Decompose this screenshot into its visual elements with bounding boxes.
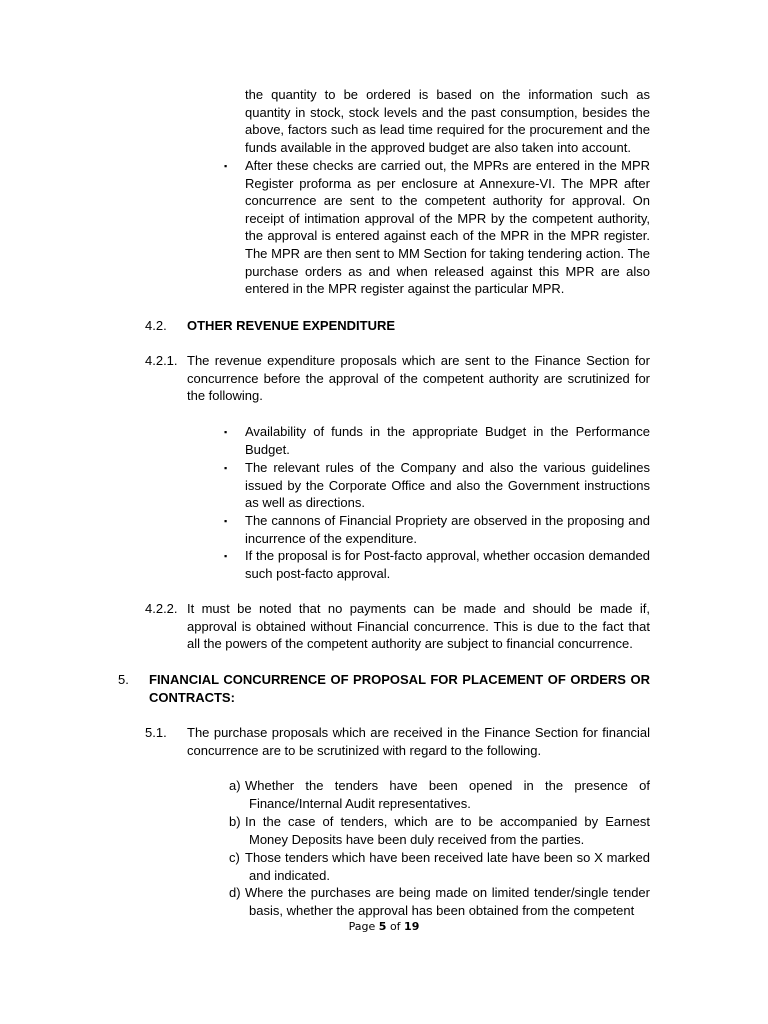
bullet-marker: ▪	[224, 161, 228, 171]
page-word: Page	[348, 920, 376, 933]
mpr-register-bullet: After these checks are carried out, the MPRs are entered in the MPR Register proforma as per enclosure at Annexure-VI. The MPR after concurrence are sent to the competent authority for approval. On receipt of intimation approval of the MPR by the competent authority, the approval is entered against each of the MPR in the MPR register. The MPR are then sent to MM Section for taking tendering action. The purchase orders as and when released against this MPR are also entered in the MPR register against the particular MPR.	[245, 158, 650, 297]
list-item: Where the purchases are being made on limited tender/single tender basis, whether the approval has been obtained from the competent	[245, 885, 650, 918]
page-current: 5	[378, 920, 387, 933]
bullet-marker: ▪	[224, 427, 228, 437]
page-footer	[0, 918, 768, 936]
item-label: b)	[229, 814, 241, 829]
list-item: Those tenders which have been received late have been so X marked and indicated.	[245, 850, 650, 883]
continuation-paragraph: the quantity to be ordered is based on the information such as quantity in stock, stock levels and the past consumption, besides the above, factors such as lead time required for the procurement and the funds available in the approved budget are also taken into account.	[245, 87, 650, 155]
section-paragraph: It must be noted that no payments can be made and should be made if, approval is obtained without Financial concurrence. This is due to the fact that all the powers of the competent authority are subject to financial concurrence.	[187, 601, 650, 652]
section-paragraph: The revenue expenditure proposals which are sent to the Finance Section for concurrence before the approval of the competent authority are scrutinized for the following.	[187, 353, 650, 404]
item-label: c)	[229, 850, 240, 865]
section-number: 4.2.1.	[145, 353, 178, 368]
list-item: If the proposal is for Post-facto approval, whether occasion demanded such post-facto approval.	[245, 548, 650, 581]
section-heading: FINANCIAL CONCURRENCE OF PROPOSAL FOR PLACEMENT OF ORDERS OR CONTRACTS:	[149, 672, 650, 705]
list-item: Whether the tenders have been opened in the presence of Finance/Internal Audit representatives.	[245, 778, 650, 811]
bullet-marker: ▪	[224, 551, 228, 561]
section-number: 5.	[118, 672, 129, 687]
bullet-marker: ▪	[224, 463, 228, 473]
section-heading: OTHER REVENUE EXPENDITURE	[187, 318, 396, 333]
section-number: 4.2.2.	[145, 601, 178, 616]
bullet-marker: ▪	[224, 516, 228, 526]
item-label: a)	[229, 778, 241, 793]
section-paragraph: The purchase proposals which are received in the Finance Section for financial concurrence are to be scrutinized with regard to the following.	[187, 725, 650, 758]
list-item: The cannons of Financial Propriety are observed in the proposing and incurrence of the expenditure.	[245, 513, 650, 546]
list-item: The relevant rules of the Company and also the various guidelines issued by the Corporate Office and also the Government instructions as well as directions.	[245, 460, 650, 511]
list-item: Availability of funds in the appropriate Budget in the Performance Budget.	[245, 424, 650, 457]
section-number: 5.1.	[145, 725, 167, 740]
section-number: 4.2.	[145, 318, 167, 333]
list-item: In the case of tenders, which are to be accompanied by Earnest Money Deposits have been duly received from the parties.	[245, 814, 650, 847]
of-word: of	[389, 920, 401, 933]
page-total: 19	[404, 920, 420, 933]
item-label: d)	[229, 885, 241, 900]
